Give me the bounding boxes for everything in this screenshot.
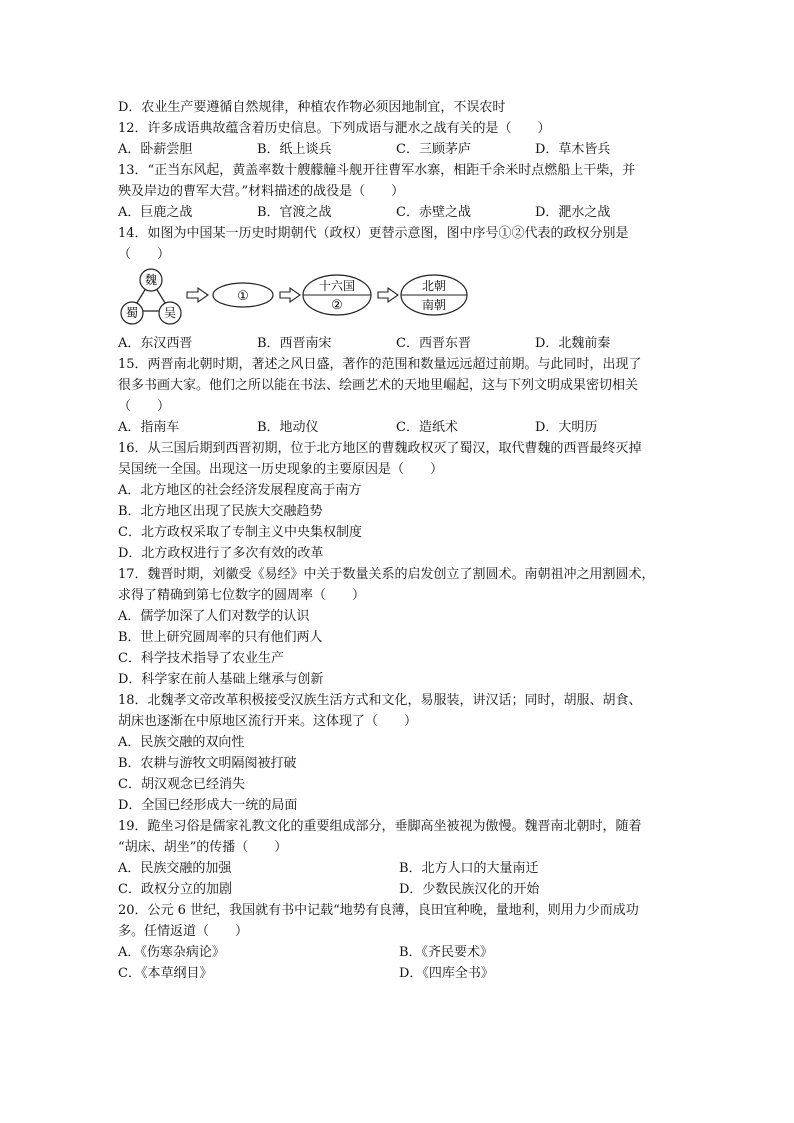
- q20-option-d[interactable]: D．《四库全书》: [399, 966, 494, 981]
- q15-option-c[interactable]: C．造纸术: [396, 420, 458, 435]
- q15-option-a[interactable]: A．指南车: [118, 420, 180, 435]
- q18-option-a[interactable]: A．民族交融的双向性: [118, 735, 245, 750]
- q15-stem-line3: （ ）: [118, 399, 171, 414]
- q17-option-c[interactable]: C．科学技术指导了农业生产: [118, 651, 284, 666]
- q15-option-b[interactable]: B．地动仪: [257, 420, 319, 435]
- q13-option-c[interactable]: C．赤壁之战: [396, 205, 471, 220]
- northern-dynasties-label: 北朝: [421, 279, 447, 293]
- q16-stem-line2: 吴国统一全国。出现这一历史现象的主要原因是（ ）: [118, 462, 444, 477]
- q19-option-c[interactable]: C．政权分立的加剧: [118, 882, 232, 897]
- q20-stem-line2: 多。任情返道（ ）: [118, 924, 249, 939]
- q18-option-c[interactable]: C．胡汉观念已经消失: [118, 777, 245, 792]
- q13-option-a[interactable]: A．巨鹿之战: [118, 205, 193, 220]
- wei-label: 魏: [144, 273, 158, 287]
- q13-option-b[interactable]: B．官渡之战: [257, 205, 332, 220]
- southern-dynasties-label: 南朝: [421, 298, 447, 312]
- q18-option-d[interactable]: D．全国已经形成大一统的局面: [118, 798, 298, 813]
- q19-option-d[interactable]: D．少数民族汉化的开始: [399, 882, 540, 897]
- q13-stem-line2: 殃及岸边的曹军大营。”材料描述的战役是（ ）: [118, 184, 405, 199]
- q17-option-a[interactable]: A．儒学加深了人们对数学的认识: [118, 609, 310, 624]
- regime-1-mark: ①: [237, 289, 249, 304]
- q19-stem-line1: 19．跪坐习俗是儒家礼教文化的重要组成部分，垂脚高坐被视为傲慢。魏晋南北朝时，随着: [118, 819, 642, 834]
- q12-option-b[interactable]: B．纸上谈兵: [257, 142, 332, 157]
- q11-option-d: D．农业生产要遵循自然规律，种植农作物必须因地制宜，不误农时: [118, 100, 506, 115]
- q17-stem-line2: 求得了精确到第七位数字的圆周率（ ）: [118, 588, 366, 603]
- wu-label: 吴: [163, 306, 177, 320]
- q17-option-b[interactable]: B．世上研究圆周率的只有他们两人: [118, 630, 323, 645]
- arrow-right-icon: [187, 288, 208, 302]
- q18-stem-line1: 18．北魏孝文帝改革积极接受汉族生活方式和文化，易服装，讲汉话；同时，胡服、胡食、: [118, 693, 642, 708]
- q15-option-d[interactable]: D．大明历: [535, 420, 598, 435]
- q15-stem-line1: 15．两晋南北朝时期，著述之风日盛，著作的范围和数量远远超过前期。与此同时，出现了: [118, 357, 642, 372]
- q19-options-row1: [118, 858, 680, 879]
- q13-stem-line1: 13．“正当东风起，黄盖率数十艘艨艟斗舰开往曹军水寨，相距千余米时点燃船上干柴，并: [118, 163, 636, 178]
- q16-stem-line1: 16．从三国后期到西晋初期，位于北方地区的曹魏政权灭了蜀汉，取代曹魏的西晋最终灭掉: [118, 441, 642, 456]
- q12-option-a[interactable]: A．卧薪尝胆: [118, 142, 193, 157]
- q20-stem-line1: 20．公元 6 世纪，我国就有书中记载“地势有良薄，良田宜种晚，量地利，则用力少而成功: [118, 903, 639, 918]
- q14-options: [118, 333, 680, 354]
- q13-options: [118, 202, 680, 223]
- q16-option-c[interactable]: C．北方政权采取了专制主义中央集权制度: [118, 525, 362, 540]
- q12-options: [118, 139, 680, 160]
- arrow-right-icon: [378, 288, 398, 302]
- exam-page: [118, 97, 680, 984]
- q19-options-row2: [118, 879, 680, 900]
- q16-option-b[interactable]: B．北方地区出现了民族大交融趋势: [118, 504, 323, 519]
- sixteen-kingdoms-label: 十六国: [318, 279, 356, 293]
- q14-option-b[interactable]: B．西晋南宋: [257, 336, 332, 351]
- q17-option-d[interactable]: D．科学家在前人基础上继承与创新: [118, 672, 324, 687]
- q14-option-d[interactable]: D．北魏前秦: [535, 336, 611, 351]
- q20-options-row1: [118, 942, 680, 963]
- q14-option-a[interactable]: A．东汉西晋: [118, 336, 193, 351]
- q16-option-d[interactable]: D．北方政权进行了多次有效的改革: [118, 546, 324, 561]
- dynasty-succession-diagram: [118, 267, 680, 329]
- dynasty-diagram-svg: [118, 267, 468, 329]
- q18-option-b[interactable]: B．农耕与游牧文明隔阂被打破: [118, 756, 297, 771]
- q12-option-d[interactable]: D．草木皆兵: [535, 142, 611, 157]
- q17-stem-line1: 17．魏晋时期，刘徽受《易经》中关于数量关系的启发创立了割圆术。南朝祖冲之用割圆术，: [118, 567, 655, 582]
- q20-option-b[interactable]: B．《齐民要术》: [399, 945, 494, 960]
- q15-stem-line2: 很多书画大家。他们之所以能在书法、绘画艺术的天地里崛起，这与下列文明成果密切相关: [118, 378, 639, 393]
- q19-option-a[interactable]: A．民族交融的加强: [118, 861, 232, 876]
- q18-stem-line2: 胡床也逐渐在中原地区流行开来。这体现了（ ）: [118, 714, 418, 729]
- q19-option-b[interactable]: B．北方人口的大量南迁: [399, 861, 539, 876]
- q16-option-a[interactable]: A．北方地区的社会经济发展程度高于南方: [118, 483, 362, 498]
- regime-2-mark: ②: [331, 298, 343, 313]
- shu-label: 蜀: [125, 306, 139, 320]
- q14-stem-line2: （ ）: [118, 247, 171, 262]
- q13-option-d[interactable]: D．淝水之战: [535, 205, 611, 220]
- q12-option-c[interactable]: C．三顾茅庐: [396, 142, 471, 157]
- q19-stem-line2: “胡床、胡坐”的传播（ ）: [118, 840, 288, 855]
- q20-option-c[interactable]: C．《本草纲目》: [118, 966, 213, 981]
- arrow-right-icon: [280, 288, 300, 302]
- q20-option-a[interactable]: A．《伤寒杂病论》: [118, 945, 225, 960]
- q20-options-row2: [118, 963, 680, 984]
- q12-stem: 12．许多成语典故蕴含着历史信息。下列成语与淝水之战有关的是（ ）: [118, 121, 551, 136]
- q15-options: [118, 417, 680, 438]
- q14-stem-line1: 14．如图为中国某一历史时期朝代（政权）更替示意图，图中序号①②代表的政权分别是: [118, 226, 629, 241]
- q14-option-c[interactable]: C．西晋东晋: [396, 336, 471, 351]
